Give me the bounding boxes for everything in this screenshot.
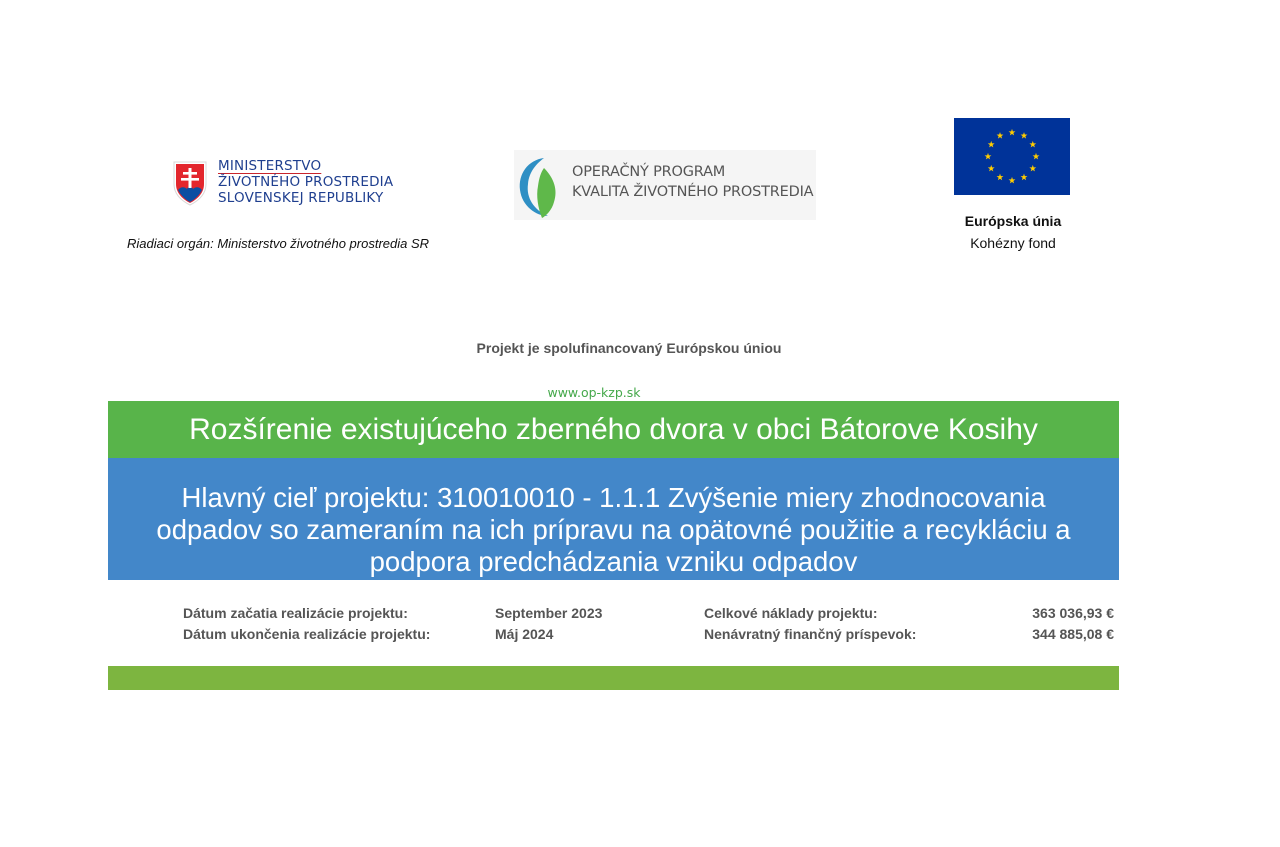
- op-name-line2: KVALITA ŽIVOTNÉHO PROSTREDIA: [572, 184, 814, 200]
- project-title-bar: [108, 401, 1119, 458]
- ministry-name-line3: SLOVENSKEJ REPUBLIKY: [218, 190, 384, 206]
- website-link[interactable]: www.op-kzp.sk: [547, 385, 641, 400]
- start-date-value: September 2023: [495, 605, 603, 621]
- goal-line: podpora predchádzania vzniku odpadov: [369, 546, 858, 577]
- end-date-label: Dátum ukončenia realizácie projektu:: [183, 626, 431, 642]
- project-title: Rozšírenie existujúceho zberného dvora v obci Bátorove Kosihy: [189, 412, 1038, 446]
- total-cost-value: 363 036,93 €: [1032, 605, 1114, 621]
- project-goal-bar: [108, 458, 1119, 580]
- eu-title: Európska únia: [964, 213, 1062, 229]
- eu-flag-icon: [954, 118, 1070, 195]
- leaf-icon: [514, 150, 566, 220]
- grant-value: 344 885,08 €: [1032, 626, 1114, 642]
- ministry-name-line1: MINISTERSTVO: [218, 158, 322, 174]
- goal-line: Hlavný cieľ projektu: 310010010 - 1.1.1 Zvýšenie miery zhodnocovania: [181, 482, 1046, 513]
- total-cost-label: Celkové náklady projektu:: [704, 605, 878, 621]
- op-name-line1: OPERAČNÝ PROGRAM: [572, 164, 726, 180]
- slovak-coat-of-arms-icon: [172, 160, 208, 206]
- bottom-bar: [108, 666, 1119, 690]
- operational-program-logo: [514, 150, 816, 220]
- cofinanced-statement: Projekt je spolufinancovaný Európskou úniou: [476, 340, 782, 356]
- project-goal: [108, 482, 1119, 578]
- ministry-name-line2: ŽIVOTNÉHO PROSTREDIA: [218, 174, 394, 190]
- start-date-label: Dátum začatia realizácie projektu:: [183, 605, 408, 621]
- managing-authority-text: Riadiaci orgán: Ministerstvo životného prostredia SR: [127, 236, 430, 251]
- end-date-value: Máj 2024: [495, 626, 554, 642]
- eu-fund: Kohézny fond: [970, 235, 1056, 251]
- grant-label: Nenávratný finančný príspevok:: [704, 626, 917, 642]
- ministry-logo: [172, 158, 422, 218]
- goal-line: odpadov so zameraním na ich prípravu na opätovné použitie a recykláciu a: [156, 514, 1071, 545]
